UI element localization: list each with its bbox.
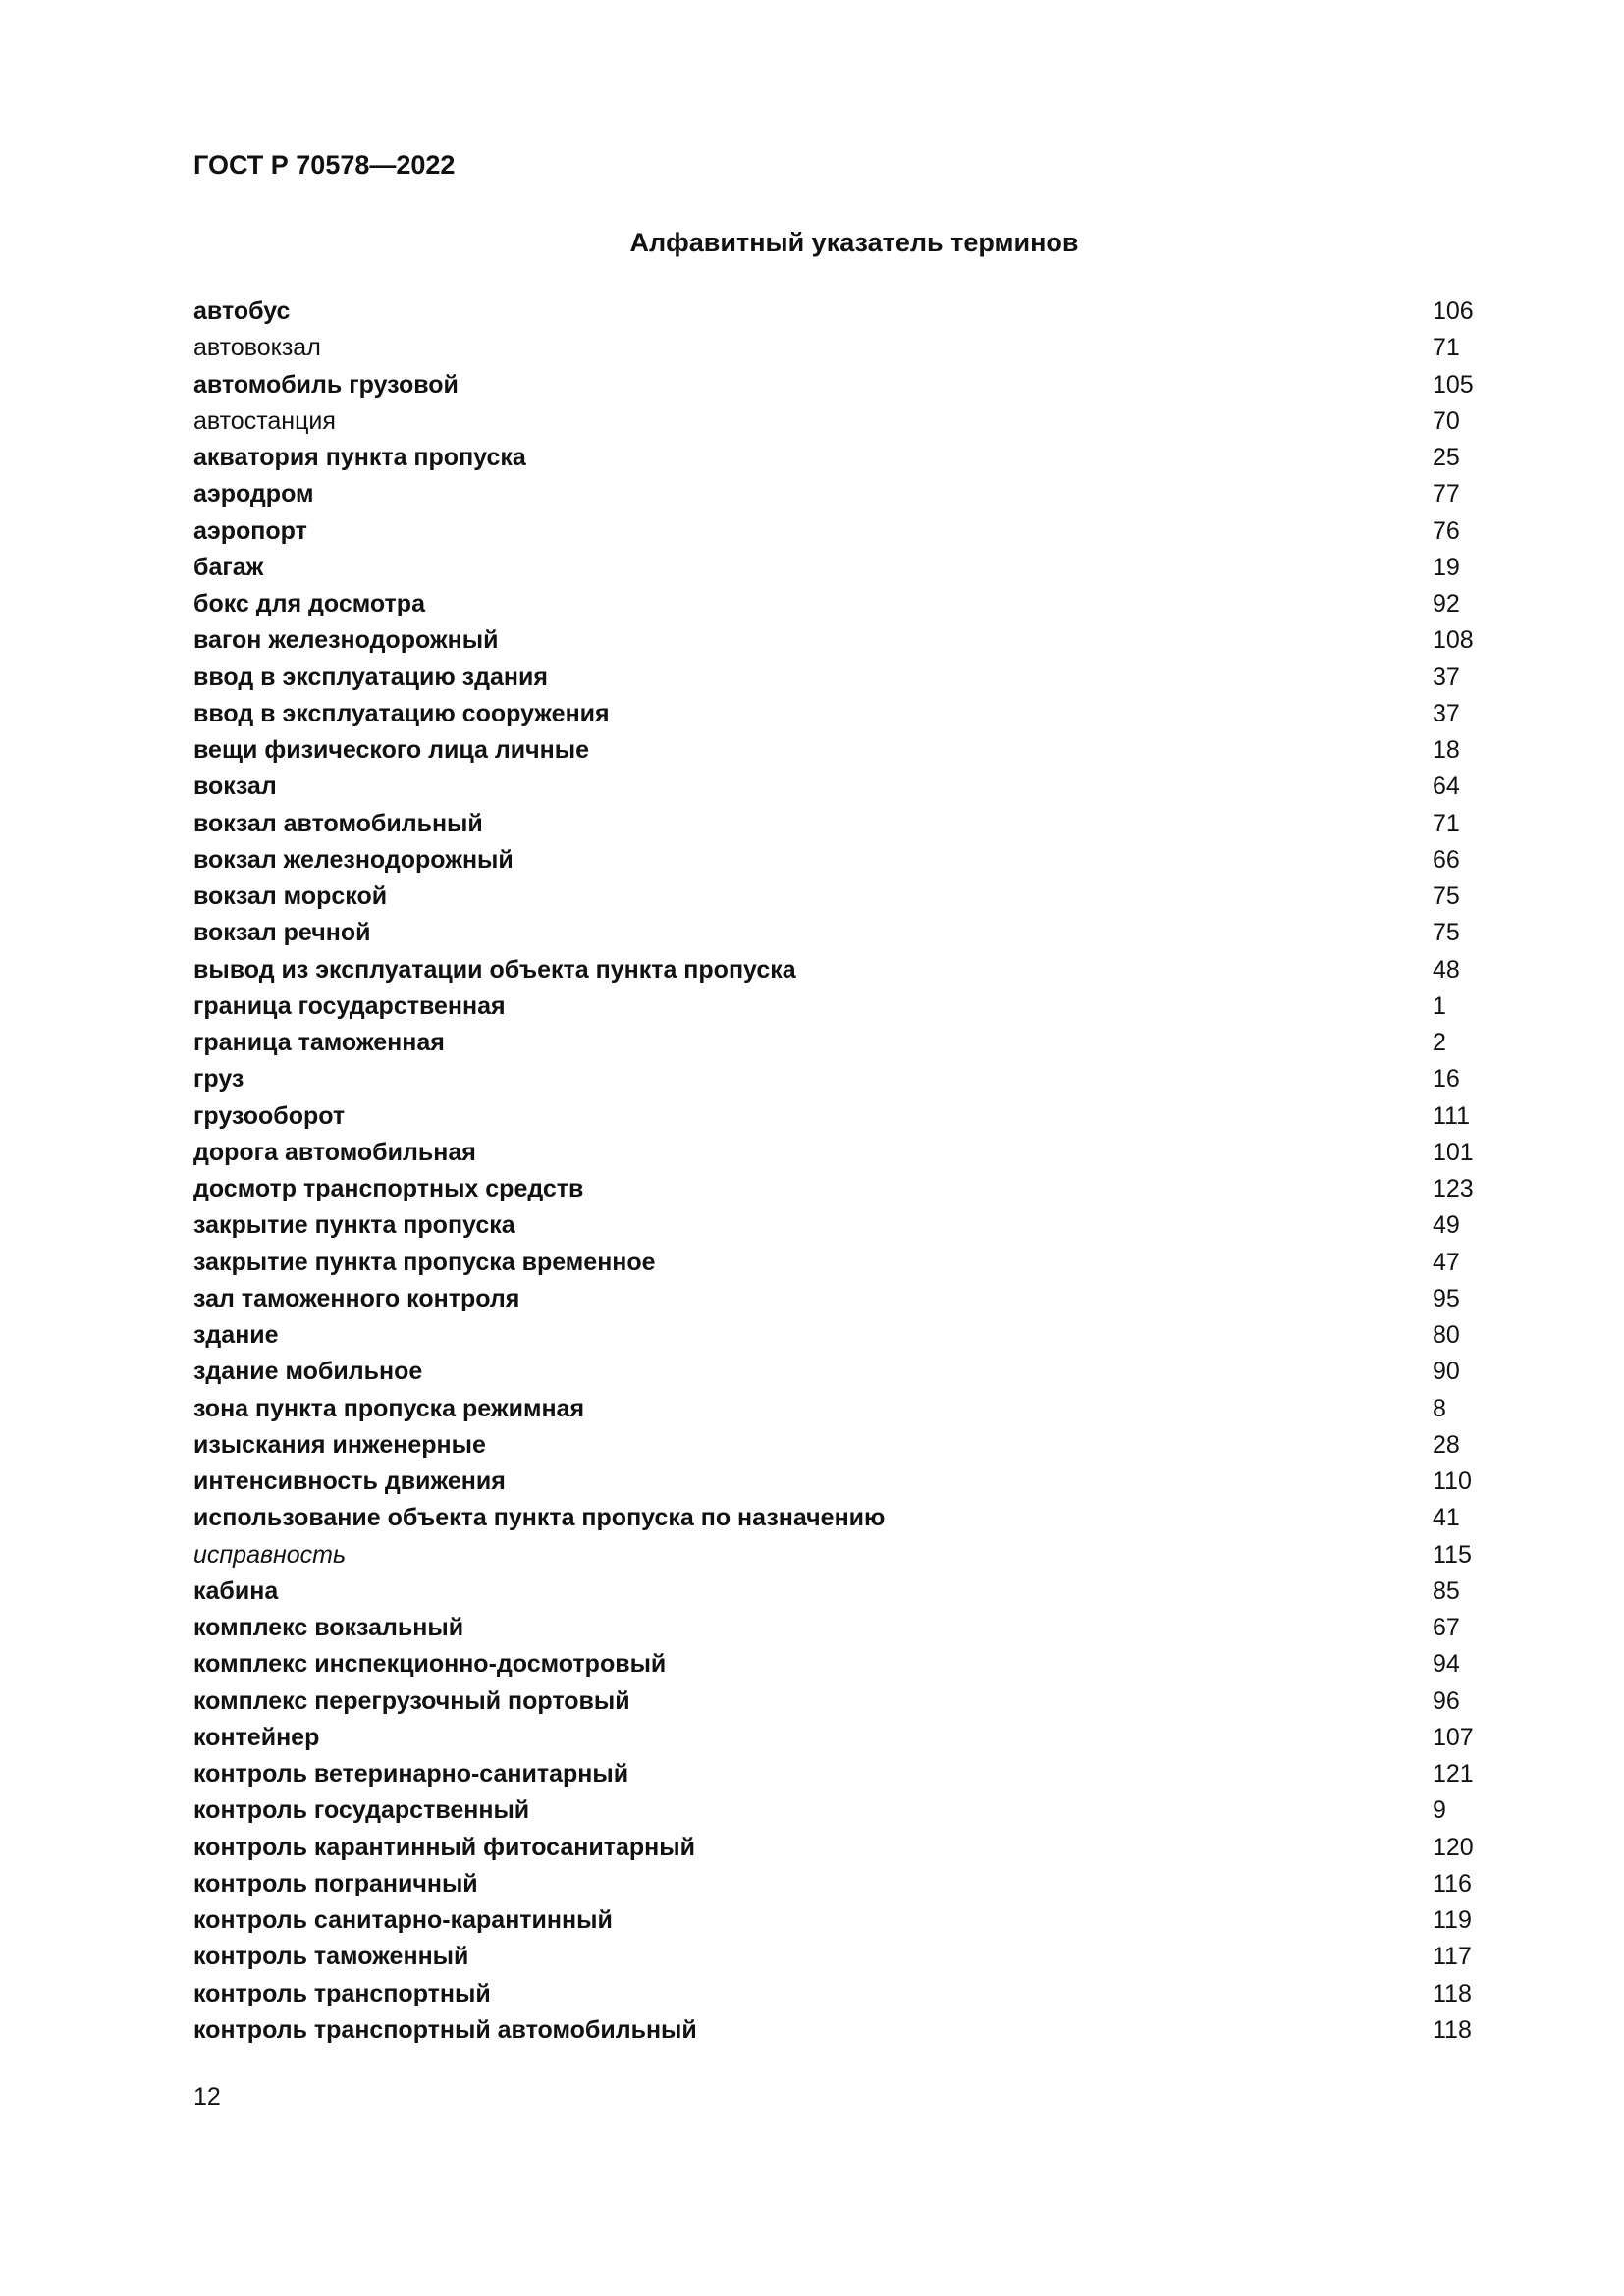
- term-index-list: [193, 294, 1480, 2049]
- index-term-reference: 25: [1433, 444, 1460, 471]
- index-term: кабина: [193, 1576, 279, 1605]
- index-term-reference: 64: [1433, 773, 1460, 801]
- index-term-reference: 85: [1433, 1576, 1460, 1605]
- index-entry: [193, 330, 1480, 366]
- index-entry: [193, 732, 1480, 769]
- index-term: граница таможенная: [193, 1029, 445, 1056]
- index-term-reference: 80: [1433, 1321, 1460, 1349]
- index-term: закрытие пункта пропуска временное: [193, 1248, 656, 1276]
- index-entry: [193, 1061, 1480, 1097]
- index-entry: [193, 879, 1480, 915]
- index-term: аэропорт: [193, 516, 307, 545]
- index-term: аэродром: [193, 480, 314, 508]
- index-term-reference: 47: [1433, 1248, 1460, 1276]
- index-term: вывод из эксплуатации объекта пункта пропуска: [193, 955, 796, 984]
- index-entry: [193, 769, 1480, 805]
- index-entry: [193, 1025, 1480, 1061]
- index-term-reference: 9: [1433, 1796, 1446, 1825]
- index-term-reference: 71: [1433, 334, 1460, 362]
- index-entry: [193, 1427, 1480, 1464]
- index-term-reference: 19: [1433, 553, 1460, 581]
- index-term: вокзал автомобильный: [193, 809, 483, 837]
- index-term: автобус: [193, 297, 291, 325]
- index-entry: [193, 440, 1480, 476]
- index-term: исправность: [193, 1540, 347, 1569]
- index-term: контейнер: [193, 1723, 320, 1751]
- index-term: граница государственная: [193, 991, 506, 1020]
- index-entry: [193, 696, 1480, 732]
- index-term-reference: 37: [1433, 699, 1460, 727]
- index-term-reference: 121: [1433, 1760, 1474, 1788]
- index-term: вокзал речной: [193, 919, 371, 947]
- index-term: использование объекта пункта пропуска по назначению: [193, 1504, 886, 1532]
- index-term-reference: 94: [1433, 1650, 1460, 1679]
- index-term-reference: 37: [1433, 663, 1460, 691]
- index-entry: [193, 1135, 1480, 1171]
- index-entry: [193, 1207, 1480, 1244]
- index-term: контроль ветеринарно-санитарный: [193, 1760, 629, 1788]
- index-term-reference: 67: [1433, 1614, 1460, 1641]
- index-term: вещи физического лица личные: [193, 736, 590, 764]
- index-term: багаж: [193, 553, 264, 581]
- index-entry: [193, 1245, 1480, 1281]
- index-entry: [193, 622, 1480, 659]
- index-term-reference: 75: [1433, 882, 1460, 910]
- index-term: комплекс инспекционно-досмотровый: [193, 1650, 667, 1679]
- index-term-reference: 105: [1433, 370, 1474, 399]
- index-term-reference: 66: [1433, 845, 1460, 874]
- index-entry: [193, 1976, 1480, 2012]
- index-term-reference: 118: [1433, 2015, 1472, 2044]
- index-term-reference: 8: [1433, 1394, 1446, 1422]
- index-entry: [193, 988, 1480, 1025]
- index-entry: [193, 660, 1480, 696]
- index-term-reference: 76: [1433, 516, 1460, 545]
- index-term: ввод в эксплуатацию сооружения: [193, 699, 610, 727]
- index-term-reference: 2: [1433, 1029, 1446, 1056]
- index-term-reference: 108: [1433, 626, 1474, 655]
- index-entry: [193, 1866, 1480, 1902]
- index-term: контроль транспортный автомобильный: [193, 2015, 697, 2044]
- index-entry: [193, 1683, 1480, 1720]
- index-entry: [193, 1317, 1480, 1354]
- index-term-reference: 96: [1433, 1686, 1460, 1715]
- index-term-reference: 41: [1433, 1504, 1460, 1532]
- index-term: зона пункта пропуска режимная: [193, 1394, 585, 1422]
- index-term-reference: 75: [1433, 919, 1460, 947]
- index-entry: [193, 1792, 1480, 1829]
- index-term-reference: 115: [1433, 1540, 1472, 1569]
- index-term-reference: 110: [1433, 1468, 1472, 1495]
- index-entry: [193, 1464, 1480, 1500]
- index-term: закрытие пункта пропуска: [193, 1211, 515, 1240]
- index-term: изыскания инженерные: [193, 1430, 486, 1459]
- index-term: здание мобильное: [193, 1358, 423, 1386]
- index-term-reference: 18: [1433, 736, 1460, 764]
- index-entry: [193, 806, 1480, 842]
- index-entry: [193, 1098, 1480, 1135]
- index-term: зал таможенного контроля: [193, 1284, 520, 1312]
- index-term: бокс для досмотра: [193, 590, 425, 617]
- index-term-reference: 70: [1433, 406, 1460, 435]
- index-entry: [193, 294, 1480, 330]
- index-term: здание: [193, 1321, 279, 1349]
- index-entry: [193, 1171, 1480, 1207]
- index-entry: [193, 1574, 1480, 1610]
- index-entry: [193, 586, 1480, 622]
- index-entry: [193, 1537, 1480, 1574]
- index-entry: [193, 1646, 1480, 1682]
- index-entry: [193, 403, 1480, 440]
- index-term: контроль пограничный: [193, 1869, 478, 1897]
- index-term: досмотр транспортных средств: [193, 1175, 584, 1202]
- index-entry: [193, 1281, 1480, 1317]
- index-term: грузооборот: [193, 1101, 346, 1130]
- index-term: груз: [193, 1065, 244, 1094]
- index-entry: [193, 915, 1480, 951]
- index-term-reference: 107: [1433, 1723, 1474, 1751]
- index-entry: [193, 513, 1480, 550]
- index-term: автостанция: [193, 406, 336, 435]
- index-term-reference: 92: [1433, 590, 1460, 617]
- index-term-reference: 117: [1433, 1943, 1472, 1971]
- index-entry: [193, 1902, 1480, 1939]
- index-term-reference: 118: [1433, 1979, 1472, 2007]
- index-entry: [193, 952, 1480, 988]
- index-term-reference: 95: [1433, 1284, 1460, 1312]
- index-term-reference: 119: [1433, 1906, 1472, 1934]
- index-term: ввод в эксплуатацию здания: [193, 663, 548, 691]
- index-term-reference: 77: [1433, 480, 1460, 508]
- index-entry: [193, 2012, 1480, 2049]
- index-title: Алфавитный указатель терминов: [629, 228, 1079, 257]
- index-term: автомобиль грузовой: [193, 370, 459, 399]
- index-term-reference: 120: [1433, 1833, 1474, 1861]
- index-term-reference: 106: [1433, 297, 1474, 325]
- index-term-reference: 71: [1433, 809, 1460, 837]
- index-term: вокзал железнодорожный: [193, 845, 514, 874]
- index-entry: [193, 550, 1480, 586]
- index-entry: [193, 367, 1480, 403]
- index-term-reference: 28: [1433, 1430, 1460, 1459]
- index-term-reference: 90: [1433, 1358, 1460, 1386]
- index-term-reference: 123: [1433, 1175, 1474, 1202]
- index-term: вокзал: [193, 773, 277, 801]
- index-term: контроль государственный: [193, 1796, 530, 1825]
- index-term: контроль карантинный фитосанитарный: [193, 1833, 695, 1861]
- index-term: контроль таможенный: [193, 1943, 469, 1971]
- index-term-reference: 1: [1433, 991, 1446, 1020]
- index-entry: [193, 1756, 1480, 1792]
- index-term: вокзал морской: [193, 882, 388, 910]
- index-entry: [193, 842, 1480, 879]
- page-number: 12: [193, 2083, 221, 2110]
- index-entry: [193, 1391, 1480, 1427]
- index-entry: [193, 1610, 1480, 1646]
- index-entry: [193, 1720, 1480, 1756]
- index-term: контроль транспортный: [193, 1979, 491, 2007]
- index-term-reference: 116: [1433, 1869, 1472, 1897]
- index-entry: [193, 476, 1480, 512]
- index-term: контроль санитарно-карантинный: [193, 1906, 613, 1934]
- index-entry: [193, 1500, 1480, 1536]
- index-term: интенсивность движения: [193, 1468, 506, 1495]
- index-entry: [193, 1939, 1480, 1975]
- index-term-reference: 111: [1433, 1101, 1471, 1130]
- index-entry: [193, 1354, 1480, 1390]
- index-term: дорога автомобильная: [193, 1138, 476, 1166]
- index-term: акватория пункта пропуска: [193, 444, 526, 471]
- index-term-reference: 101: [1433, 1138, 1474, 1166]
- index-term-reference: 49: [1433, 1211, 1460, 1240]
- index-entry: [193, 1830, 1480, 1866]
- index-term-reference: 16: [1433, 1065, 1460, 1094]
- document-code: ГОСТ Р 70578—2022: [193, 150, 456, 180]
- index-term-reference: 48: [1433, 955, 1460, 984]
- index-term: комплекс перегрузочный портовый: [193, 1686, 630, 1715]
- index-term: автовокзал: [193, 334, 321, 362]
- index-term: комплекс вокзальный: [193, 1614, 464, 1641]
- index-term: вагон железнодорожный: [193, 626, 499, 655]
